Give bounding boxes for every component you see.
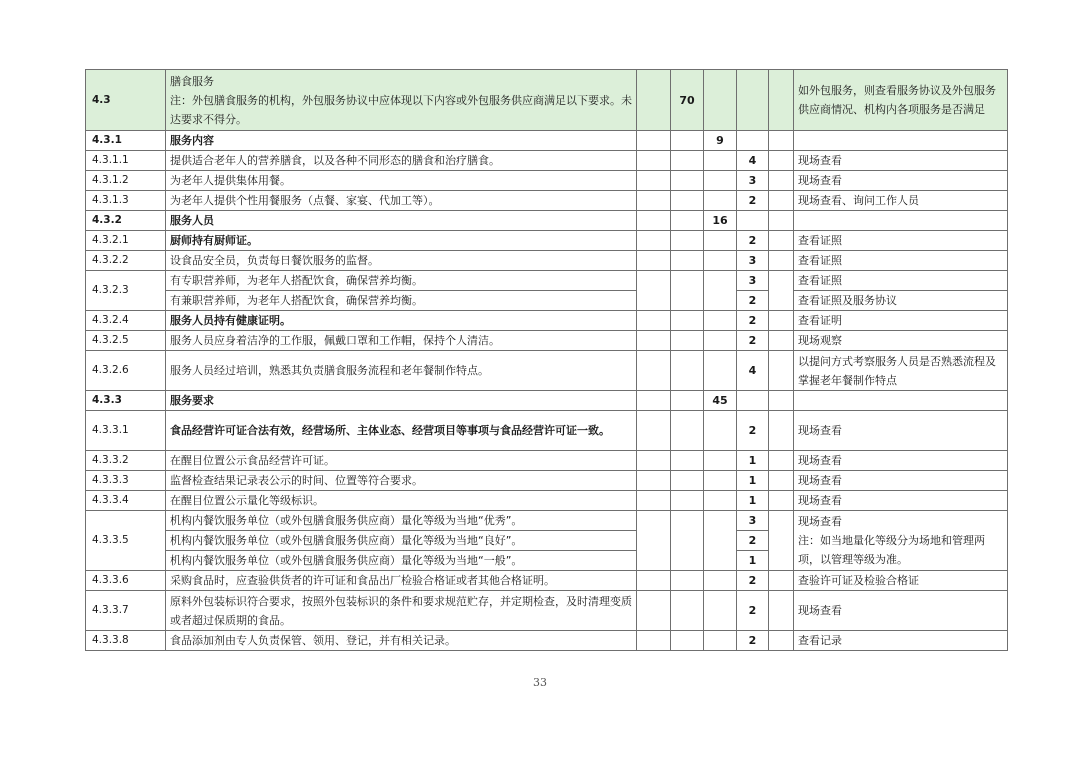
item-id: 4.3.1 (86, 131, 166, 151)
empty-cell (637, 131, 671, 151)
item-id: 4.3.2.1 (86, 231, 166, 251)
item-text: 服务要求 (166, 391, 637, 411)
check-method: 现场查看 (794, 451, 1008, 471)
total-score: 70 (671, 70, 704, 131)
empty-cell (704, 491, 737, 511)
empty-cell (637, 331, 671, 351)
empty-cell (704, 311, 737, 331)
item-points: 3 (737, 171, 769, 191)
item-points: 2 (737, 331, 769, 351)
item-id: 4.3.3.8 (86, 631, 166, 651)
empty-cell (704, 571, 737, 591)
item-id: 4.3.1.1 (86, 151, 166, 171)
item-text: 为老年人提供集体用餐。 (166, 171, 637, 191)
check-method: 查验许可证及检验合格证 (794, 571, 1008, 591)
empty-cell (769, 511, 794, 571)
item-text: 机构内餐饮服务单位（或外包膳食服务供应商）量化等级为当地“一般”。 (166, 551, 637, 571)
item-points: 2 (737, 291, 769, 311)
empty-cell (769, 311, 794, 331)
table-row (86, 171, 1008, 191)
item-text: 食品添加剂由专人负责保管、领用、登记，并有相关记录。 (166, 631, 637, 651)
empty-cell (737, 211, 769, 231)
table-row (86, 331, 1008, 351)
empty-cell (737, 131, 769, 151)
item-text: 提供适合老年人的营养膳食，以及各种不同形态的膳食和治疗膳食。 (166, 151, 637, 171)
empty-cell (671, 171, 704, 191)
check-method-line: 现场查看 (798, 515, 842, 528)
empty-cell (704, 251, 737, 271)
check-method: 现场查看 (794, 491, 1008, 511)
check-method: 以提问方式考察服务人员是否熟悉流程及掌握老年餐制作特点 (794, 351, 1008, 391)
item-points: 2 (737, 191, 769, 211)
item-points: 2 (737, 231, 769, 251)
check-method: 查看证明 (794, 311, 1008, 331)
item-text: 厨师持有厨师证。 (166, 231, 637, 251)
item-text: 为老年人提供个性用餐服务（点餐、家宴、代加工等）。 (166, 191, 637, 211)
empty-cell (671, 151, 704, 171)
empty-cell (671, 331, 704, 351)
empty-cell (704, 511, 737, 571)
empty-cell (769, 411, 794, 451)
empty-cell (769, 491, 794, 511)
table-row (86, 451, 1008, 471)
empty-cell (704, 631, 737, 651)
table-row (86, 151, 1008, 171)
empty-cell (671, 571, 704, 591)
item-text: 采购食品时，应查验供货者的许可证和食品出厂检验合格证或者其他合格证明。 (166, 571, 637, 591)
item-points: 3 (737, 511, 769, 531)
table-row (86, 411, 1008, 451)
item-points: 1 (737, 471, 769, 491)
table-row (86, 291, 1008, 311)
table-row (86, 271, 1008, 291)
page-number: 33 (533, 676, 547, 689)
item-text: 设食品安全员，负责每日餐饮服务的监督。 (166, 251, 637, 271)
empty-cell (769, 211, 794, 231)
item-id: 4.3.3.4 (86, 491, 166, 511)
item-points: 2 (737, 591, 769, 631)
item-text: 监督检查结果记录表公示的时间、位置等符合要求。 (166, 471, 637, 491)
item-text: 服务人员应身着洁净的工作服，佩戴口罩和工作帽，保持个人清洁。 (166, 331, 637, 351)
check-method: 现场查看 (794, 171, 1008, 191)
empty-cell (671, 131, 704, 151)
empty-cell (637, 351, 671, 391)
item-id: 4.3.2.4 (86, 311, 166, 331)
empty-cell (637, 571, 671, 591)
empty-cell (769, 571, 794, 591)
empty-cell (637, 631, 671, 651)
item-points: 4 (737, 151, 769, 171)
empty-cell (671, 231, 704, 251)
empty-cell (769, 251, 794, 271)
item-points: 1 (737, 491, 769, 511)
item-id: 4.3.3 (86, 391, 166, 411)
empty-cell (671, 471, 704, 491)
empty-cell (794, 391, 1008, 411)
item-id: 4.3.3.5 (86, 511, 166, 571)
item-text: 机构内餐饮服务单位（或外包膳食服务供应商）量化等级为当地“优秀”。 (166, 511, 637, 531)
empty-cell (769, 131, 794, 151)
check-method: 如外包服务，则查看服务协议及外包服务供应商情况、机构内各项服务是否满足 (794, 70, 1008, 131)
empty-cell (637, 451, 671, 471)
empty-cell (637, 271, 671, 311)
empty-cell (671, 191, 704, 211)
table-row (86, 571, 1008, 591)
subtotal-score: 45 (704, 391, 737, 411)
empty-cell (704, 471, 737, 491)
table-row (86, 591, 1008, 631)
empty-cell (737, 70, 769, 131)
empty-cell (637, 211, 671, 231)
item-points: 2 (737, 311, 769, 331)
empty-cell (704, 451, 737, 471)
empty-cell (671, 271, 704, 311)
scoring-table (85, 69, 1008, 651)
empty-cell (769, 331, 794, 351)
empty-cell (637, 231, 671, 251)
item-id: 4.3.2.2 (86, 251, 166, 271)
check-method: 查看证照 (794, 251, 1008, 271)
empty-cell (637, 491, 671, 511)
item-id: 4.3.3.2 (86, 451, 166, 471)
subtotal-score: 9 (704, 131, 737, 151)
empty-cell (769, 451, 794, 471)
empty-cell (671, 251, 704, 271)
item-points: 2 (737, 411, 769, 451)
empty-cell (671, 451, 704, 471)
item-note: 注：外包膳食服务的机构，外包服务协议中应体现以下内容或外包服务供应商满足以下要求。未达要求不得分。 (170, 93, 632, 126)
empty-cell (704, 271, 737, 311)
table-row (86, 231, 1008, 251)
item-points: 4 (737, 351, 769, 391)
check-method: 现场查看 (794, 591, 1008, 631)
item-text: 有兼职营养师，为老年人搭配饮食，确保营养均衡。 (166, 291, 637, 311)
empty-cell (769, 231, 794, 251)
empty-cell (704, 191, 737, 211)
item-text: 机构内餐饮服务单位（或外包膳食服务供应商）量化等级为当地“良好”。 (166, 531, 637, 551)
item-text: 食品经营许可证合法有效，经营场所、主体业态、经营项目等事项与食品经营许可证一致。 (166, 411, 637, 451)
empty-cell (704, 331, 737, 351)
item-title: 膳食服务 (170, 74, 214, 88)
table-row (86, 251, 1008, 271)
empty-cell (704, 151, 737, 171)
empty-cell (637, 251, 671, 271)
empty-cell (737, 391, 769, 411)
empty-cell (769, 151, 794, 171)
empty-cell (769, 351, 794, 391)
check-method: 查看记录 (794, 631, 1008, 651)
item-id: 4.3.3.6 (86, 571, 166, 591)
empty-cell (704, 231, 737, 251)
empty-cell (769, 171, 794, 191)
check-method: 现场观察 (794, 331, 1008, 351)
empty-cell (671, 411, 704, 451)
item-points: 1 (737, 451, 769, 471)
empty-cell (637, 471, 671, 491)
table-row (86, 311, 1008, 331)
empty-cell (769, 631, 794, 651)
item-points: 1 (737, 551, 769, 571)
item-text: 在醒目位置公示量化等级标识。 (166, 491, 637, 511)
check-method: 查看证照 (794, 271, 1008, 291)
subtotal-score: 16 (704, 211, 737, 231)
table-row (86, 211, 1008, 231)
empty-cell (637, 511, 671, 571)
item-text: 有专职营养师，为老年人搭配饮食，确保营养均衡。 (166, 271, 637, 291)
check-method (794, 511, 1008, 571)
empty-cell (671, 631, 704, 651)
empty-cell (671, 351, 704, 391)
empty-cell (671, 391, 704, 411)
empty-cell (704, 351, 737, 391)
item-id: 4.3.2.6 (86, 351, 166, 391)
empty-cell (637, 391, 671, 411)
item-points: 2 (737, 571, 769, 591)
item-points: 3 (737, 271, 769, 291)
item-id: 4.3.2 (86, 211, 166, 231)
table-row (86, 511, 1008, 531)
table-row (86, 70, 1008, 131)
check-method: 现场查看、询问工作人员 (794, 191, 1008, 211)
empty-cell (637, 311, 671, 331)
item-text: 服务人员持有健康证明。 (166, 311, 637, 331)
empty-cell (769, 70, 794, 131)
item-text: 服务内容 (166, 131, 637, 151)
empty-cell (637, 171, 671, 191)
empty-cell (637, 591, 671, 631)
item-text: 服务人员经过培训，熟悉其负责膳食服务流程和老年餐制作特点。 (166, 351, 637, 391)
table-row (86, 471, 1008, 491)
table-row (86, 491, 1008, 511)
item-text: 在醒目位置公示食品经营许可证。 (166, 451, 637, 471)
item-points: 2 (737, 531, 769, 551)
item-content (166, 70, 637, 131)
table-row (86, 191, 1008, 211)
empty-cell (704, 70, 737, 131)
empty-cell (671, 511, 704, 571)
empty-cell (769, 471, 794, 491)
check-method: 现场查看 (794, 471, 1008, 491)
empty-cell (769, 391, 794, 411)
empty-cell (671, 211, 704, 231)
empty-cell (637, 70, 671, 131)
empty-cell (794, 211, 1008, 231)
empty-cell (704, 171, 737, 191)
item-id: 4.3.2.5 (86, 331, 166, 351)
empty-cell (671, 311, 704, 331)
table-row (86, 351, 1008, 391)
empty-cell (637, 191, 671, 211)
empty-cell (637, 411, 671, 451)
item-id: 4.3.1.3 (86, 191, 166, 211)
item-id: 4.3.1.2 (86, 171, 166, 191)
empty-cell (794, 131, 1008, 151)
check-method-note: 注：如当地量化等级分为场地和管理两项，以管理等级为准。 (798, 534, 985, 566)
item-id: 4.3.3.7 (86, 591, 166, 631)
table-row (86, 391, 1008, 411)
check-method: 现场查看 (794, 151, 1008, 171)
item-id: 4.3.2.3 (86, 271, 166, 311)
check-method: 现场查看 (794, 411, 1008, 451)
check-method: 查看证照 (794, 231, 1008, 251)
check-method: 查看证照及服务协议 (794, 291, 1008, 311)
empty-cell (704, 411, 737, 451)
empty-cell (769, 591, 794, 631)
empty-cell (769, 271, 794, 311)
empty-cell (671, 591, 704, 631)
empty-cell (637, 151, 671, 171)
table-row (86, 631, 1008, 651)
item-points: 2 (737, 631, 769, 651)
empty-cell (769, 191, 794, 211)
empty-cell (704, 591, 737, 631)
item-text: 原料外包装标识符合要求，按照外包装标识的条件和要求规范贮存，并定期检查，及时清理变质或者超过保质期的食品。 (166, 591, 637, 631)
table-row (86, 131, 1008, 151)
item-text: 服务人员 (166, 211, 637, 231)
item-id: 4.3 (86, 70, 166, 131)
item-id: 4.3.3.1 (86, 411, 166, 451)
item-points: 3 (737, 251, 769, 271)
empty-cell (671, 491, 704, 511)
item-id: 4.3.3.3 (86, 471, 166, 491)
